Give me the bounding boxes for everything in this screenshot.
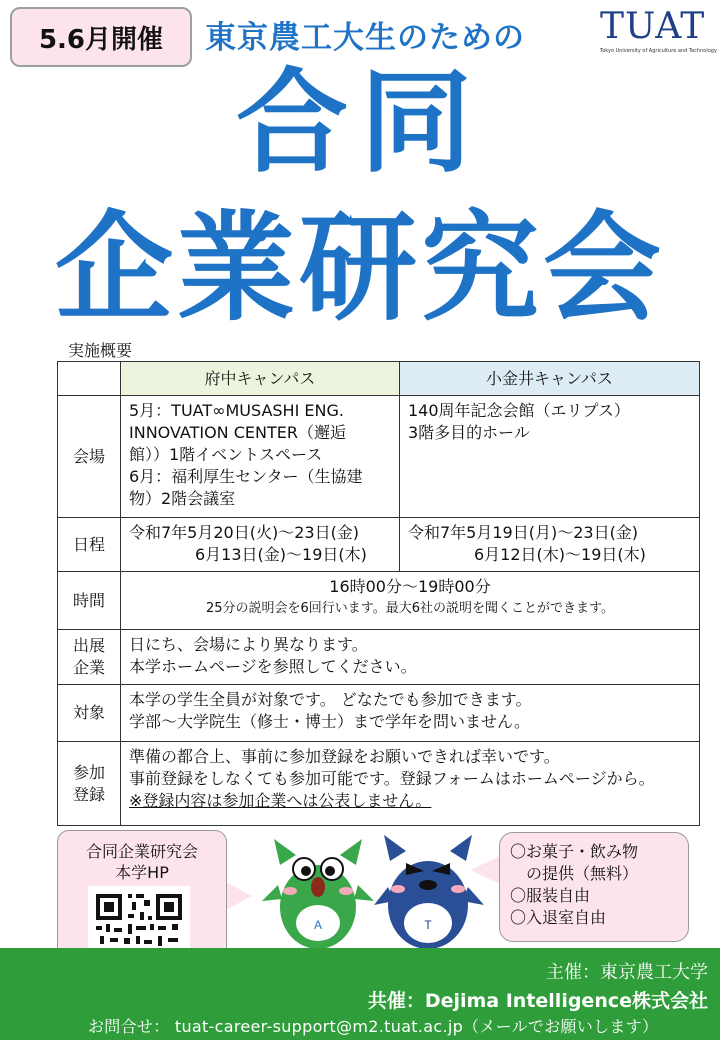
hp-bubble-line1: 合同企業研究会 <box>85 842 198 861</box>
venue-fuchu-line: 5月：TUAT∞MUSASHI ENG. <box>129 401 344 420</box>
venue-fuchu-line: 物）2階会議室 <box>129 489 236 508</box>
target-line2: 学部〜大学院生（修士・博士）まで学年を問いません。 <box>129 712 530 731</box>
mascot-left-letter: A <box>313 918 323 932</box>
registration-note: ※登録内容は参加企業へは公表しません。 <box>129 791 432 810</box>
schedule-fuchu <box>121 518 400 572</box>
event-info-table <box>57 361 700 826</box>
label-time: 時間 <box>58 572 121 630</box>
title-line-2: 企業研究会 <box>54 199 665 337</box>
registration-line2: 事前登録をしなくても参加可能です。登録フォームはホームページから。 <box>129 769 655 788</box>
label-registration-line2: 登録 <box>72 784 105 804</box>
venue-koganei <box>400 396 700 518</box>
title-line-1: 合同 <box>236 58 484 188</box>
schedule-koganei <box>400 518 700 572</box>
row-exhibitors <box>58 630 700 685</box>
perks-bubble <box>499 832 689 942</box>
mascots-svg <box>256 825 496 950</box>
exhibitors-cell <box>121 630 700 685</box>
registration-cell <box>121 742 700 826</box>
registration-line1: 準備の都合上、事前に参加登録をお願いできれば幸いです。 <box>129 747 560 766</box>
logo-mark: TUAT <box>600 6 706 47</box>
schedule-fuchu-line2: 6月13日(金)〜19日(木) <box>195 545 367 564</box>
row-registration <box>58 742 700 826</box>
row-schedule <box>58 518 700 572</box>
venue-koganei-line: 3階多目的ホール <box>408 423 530 442</box>
schedule-koganei-line1: 令和7年5月19日(月)〜23日(金) <box>408 523 639 542</box>
mascot-blue <box>374 835 484 949</box>
label-schedule: 日程 <box>58 518 121 572</box>
footer-bar <box>0 948 720 1040</box>
target-line1: 本学の学生全員が対象です。 どなたでも参加できます。 <box>129 690 532 709</box>
venue-fuchu <box>121 396 400 518</box>
row-target <box>58 685 700 742</box>
overview-label: 実施概要 <box>68 341 133 360</box>
contact-text[interactable]: お問合せ： tuat-career-support@m2.tuat.ac.jp（メールでお願いします） <box>88 1017 659 1036</box>
label-venue: 会場 <box>58 396 121 518</box>
label-target: 対象 <box>58 685 121 742</box>
label-registration-line1: 参加 <box>72 762 105 782</box>
date-badge: 5.6月開催 <box>10 7 192 67</box>
venue-koganei-line: 140周年記念会館（エリプス） <box>408 401 630 420</box>
table-header-row <box>58 362 700 396</box>
row-time <box>58 572 700 630</box>
bubble-right-tail <box>470 856 500 884</box>
perk-item: 〇お菓子・飲み物 <box>510 842 639 861</box>
target-cell <box>121 685 700 742</box>
perk-item: 〇入退室自由 <box>510 908 607 927</box>
label-exhibitors-line2: 企業 <box>72 658 105 677</box>
table-corner-cell <box>58 362 121 396</box>
mascot-green <box>262 839 374 949</box>
exhibitors-line1: 日にち、会場により異なります。 <box>129 635 368 654</box>
venue-fuchu-line: INNOVATION CENTER（邂逅 <box>129 423 346 442</box>
perk-item-cont: の提供（無料） <box>510 864 639 883</box>
label-exhibitors-line1: 出展 <box>72 636 105 655</box>
venue-fuchu-line: 館））1階イベントスペース <box>129 445 323 464</box>
row-venue <box>58 396 700 518</box>
time-cell <box>121 572 700 630</box>
time-main: 16時00分〜19時00分 <box>329 577 491 596</box>
col-fuchu: 府中キャンパス <box>121 362 400 396</box>
co-organizer-text: 共催：Dejima Intelligence株式会社 <box>367 990 708 1012</box>
col-koganei: 小金井キャンパス <box>400 362 700 396</box>
event-subtitle: 東京農工大生のための <box>205 20 525 56</box>
venue-fuchu-line: 6月：福利厚生センター（生協建 <box>129 467 363 486</box>
label-exhibitors <box>58 630 121 685</box>
label-registration <box>58 742 121 826</box>
hp-bubble-line2: 本学HP <box>115 863 169 882</box>
exhibitors-line2: 本学ホームページを参照してください。 <box>129 657 417 676</box>
schedule-koganei-line2: 6月12日(木)〜19日(木) <box>474 545 646 564</box>
tuat-logo <box>600 6 717 60</box>
schedule-fuchu-line1: 令和7年5月20日(火)〜23日(金) <box>129 523 360 542</box>
mascot-illustration <box>256 825 496 950</box>
organizer-text: 主催：東京農工大学 <box>546 962 708 983</box>
logo-subtext: Tokyo University of Agriculture and Technology <box>600 48 717 54</box>
mascot-right-letter: T <box>424 918 432 932</box>
perk-item: 〇服装自由 <box>510 886 591 905</box>
time-note: 25分の説明会を6回行います。最大6社の説明を聞くことができます。 <box>205 601 614 616</box>
